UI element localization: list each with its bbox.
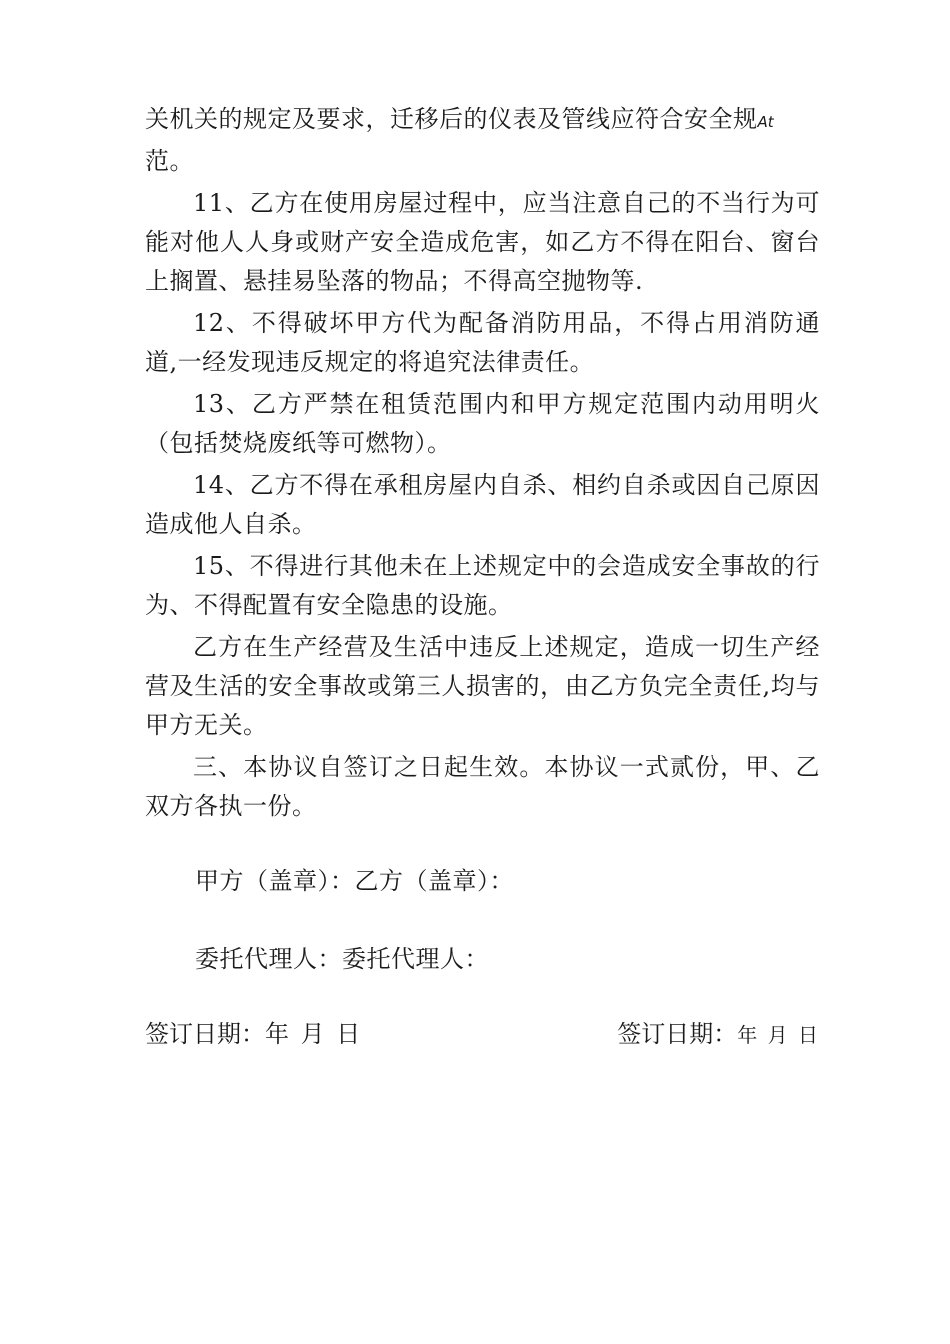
date-ymd-right: 年 月 日: [737, 1023, 820, 1047]
clause-three-effective: 三、本协议自签订之日起生效。本协议一式贰份，甲、乙双方各执一份。: [145, 753, 820, 820]
continuation-tail: 范。: [145, 147, 194, 175]
signing-date-left: [145, 1018, 362, 1050]
signing-date-row: [145, 1018, 820, 1050]
seal-line: 甲方（盖章）：乙方（盖章）：: [195, 867, 514, 895]
date-ymd-left: 年 月 日: [265, 1020, 363, 1048]
clause-11: 11、乙方在使用房屋过程中，应当注意自己的不当行为可能对他人人身或财产安全造成危害，如乙方不得在阳台、窗台上搁置、悬挂易坠落的物品；不得高空抛物等.: [145, 189, 820, 295]
clause-12: 12、不得破坏甲方代为配备消防用品，不得占用消防通道,一经发现违反规定的将追究法律责任。: [145, 309, 820, 376]
date-label-left: 签订日期：: [145, 1020, 265, 1048]
liability-paragraph: 乙方在生产经营及生活中违反上述规定，造成一切生产经营及生活的安全事故或第三人损害的，由乙方负完全责任,均与甲方无关。: [145, 633, 820, 739]
clause-14: 14、乙方不得在承租房屋内自杀、相约自杀或因自己原因造成他人自杀。: [145, 471, 820, 538]
contract-body: [145, 100, 820, 829]
signing-date-right: [617, 1018, 820, 1051]
clause-13: 13、乙方严禁在租赁范围内和甲方规定范围内动用明火（包括焚烧废纸等可燃物）。: [145, 390, 820, 457]
paragraph-continuation: [145, 100, 820, 181]
agent-line: 委托代理人：委托代理人：: [195, 945, 489, 973]
clause-15: 15、不得进行其他未在上述规定中的会造成安全事故的行为、不得配置有安全隐患的设施。: [145, 552, 820, 619]
stray-at-mark: At: [757, 113, 774, 131]
continuation-text: 关机关的规定及要求，迁移后的仪表及管线应符合安全规: [145, 105, 758, 133]
date-label-right: 签订日期：: [617, 1020, 738, 1048]
